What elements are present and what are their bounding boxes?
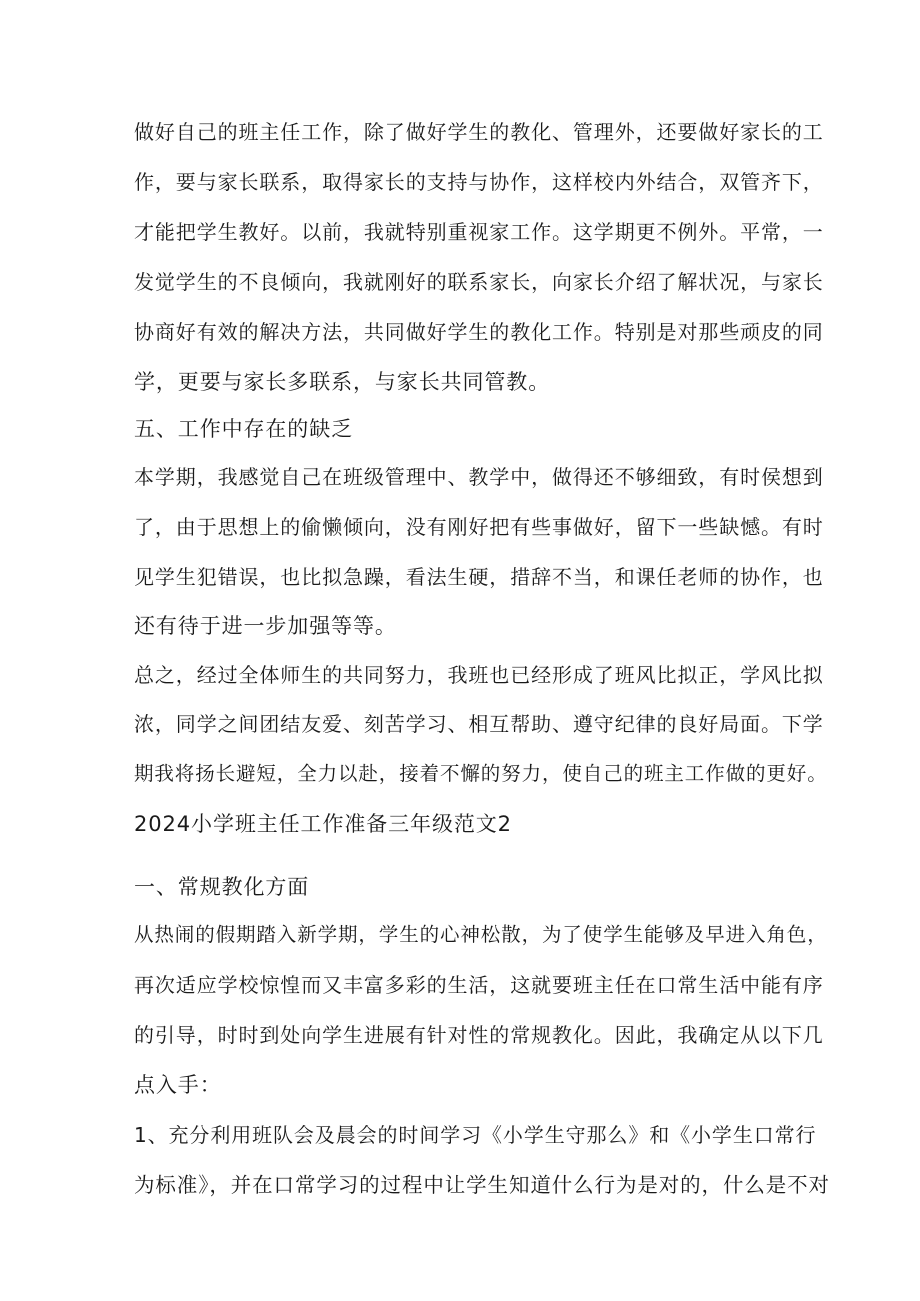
section-heading: 五、工作中存在的缺乏 — [134, 417, 353, 441]
paragraph-line: 还有待于进一步加强等等。 — [134, 614, 397, 638]
paragraph-line: 才能把学生教好。以前，我就特别重视家工作。这学期更不例外。平常，一 — [134, 220, 824, 244]
paragraph-line: 做好自己的班主任工作，除了做好学生的教化、管理外，还要做好家长的工 — [134, 120, 824, 144]
paragraph-line: 发觉学生的不良倾向，我就刚好的联系家长，向家长介绍了解状况，与家长 — [134, 270, 824, 294]
list-item-line: 1、充分利用班队会及晨会的时间学习《小学生守那么》和《小学生口常行 — [134, 1123, 817, 1147]
paragraph-line: 本学期，我感觉自己在班级管理中、教学中，做得还不够细致，有时侯想到 — [134, 465, 824, 489]
paragraph-line: 学，更要与家长多联系，与家长共同管教。 — [134, 370, 551, 394]
paragraph-line: 从热闹的假期踏入新学期，学生的心神松散，为了使学生能够及早进入角色， — [134, 923, 828, 946]
paragraph-line: 点入手： — [134, 1073, 222, 1097]
paragraph-line: 协商好有效的解决方法，共同做好学生的教化工作。特别是对那些顽皮的同 — [134, 320, 824, 344]
section-heading: 一、常规教化方面 — [134, 875, 310, 899]
paragraph-line: 的引导，时时到处向学生进展有针对性的常规教化。因此，我确定从以下几 — [134, 1023, 824, 1047]
paragraph-line: 期我将扬长避短，全力以赴，接着不懈的努力，使自己的班主工作做的更好。 — [134, 762, 828, 785]
list-item-line: 为标准》，并在口常学习的过程中让学生知道什么行为是对的，什么是不对 — [134, 1173, 830, 1197]
document-title: 2024小学班主任工作准备三年级范文2 — [134, 812, 512, 836]
paragraph-line: 总之，经过全体师生的共同努力，我班也已经形成了班风比拟正，学风比拟 — [134, 663, 824, 687]
paragraph-line: 浓，同学之间团结友爱、刻苦学习、相互帮助、遵守纪律的良好局面。下学 — [134, 712, 824, 736]
paragraph-line: 再次适应学校惊惶而又丰富多彩的生活，这就要班主任在口常生活中能有序 — [134, 973, 824, 997]
paragraph-line: 作，要与家长联系，取得家长的支持与协作，这样校内外结合，双管齐下， — [134, 170, 824, 194]
paragraph-line: 了，由于思想上的偷懒倾向，没有刚好把有些事做好，留下一些缺憾。有时 — [134, 515, 824, 539]
paragraph-line: 见学生犯错误，也比拟急躁，看法生硬，措辞不当，和课任老师的协作，也 — [134, 565, 824, 589]
